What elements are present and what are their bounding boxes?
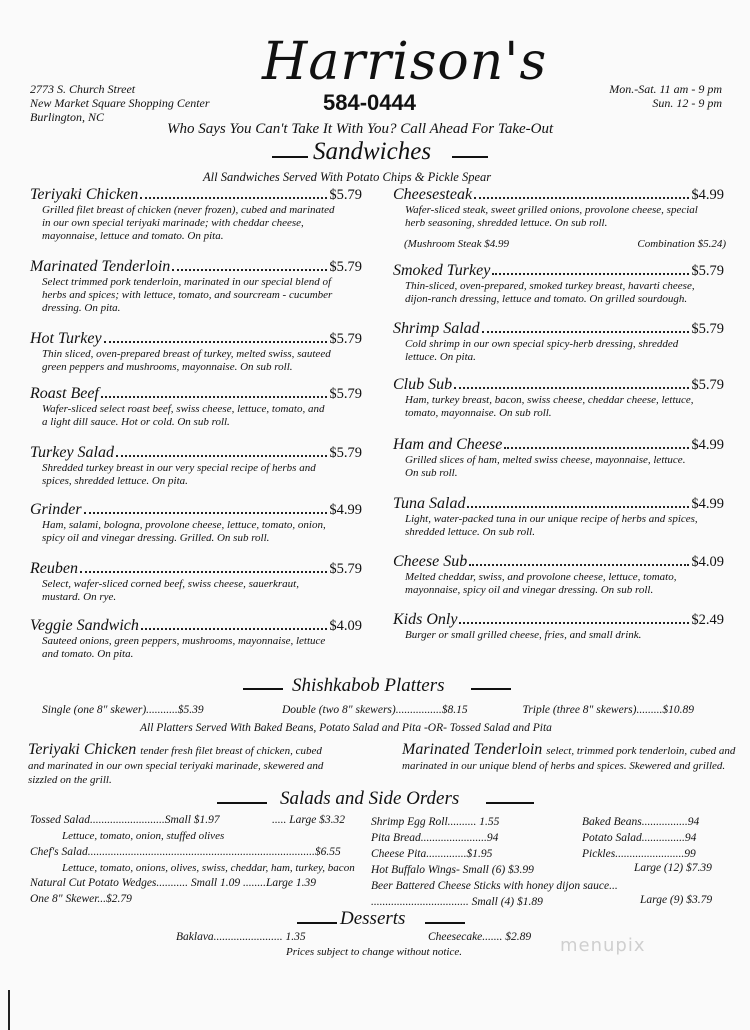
menu-item-description: Wafer-sliced select roast beef, swiss cheese, lettuce, tomato, and — [42, 403, 325, 415]
leader-dots — [80, 571, 327, 573]
menu-item-header — [393, 320, 724, 338]
menu-item-price: $4.09 — [329, 618, 362, 634]
shishkabob-tenderloin — [402, 741, 735, 773]
address-line: Burlington, NC — [30, 110, 105, 124]
menu-item — [393, 262, 724, 306]
menu-item — [393, 320, 724, 364]
menu-item-description: On sub roll. — [405, 467, 458, 479]
divider — [243, 688, 283, 690]
menu-item-description: Grilled slices of ham, melted swiss cheese, mayonnaise, lettuce. — [405, 454, 686, 466]
chefs-salad: Chef's Salad...............................................................................$6.55 — [30, 846, 341, 858]
menu-item-description: Ham, salami, bologna, provolone cheese, lettuce, tomato, onion, — [42, 519, 326, 531]
menu-item-price: $5.79 — [691, 321, 724, 337]
menu-item-header — [393, 611, 724, 629]
menu-item-header — [30, 186, 362, 204]
menu-item-description: dressing. On pita. — [42, 302, 121, 314]
sandwiches-title: Sandwiches — [313, 138, 432, 165]
leader-dots — [84, 512, 328, 514]
leader-dots — [459, 622, 689, 624]
leader-dots — [116, 455, 327, 457]
menu-item-price: $4.99 — [691, 437, 724, 453]
menu-item-price: $4.99 — [329, 502, 362, 518]
menu-item-name: Smoked Turkey — [393, 262, 491, 279]
mushroom-steak: (Mushroom Steak $4.99 — [404, 238, 509, 250]
cheese-sticks-large: Large (9) $3.79 — [640, 894, 713, 906]
menu-item — [393, 495, 724, 539]
shishkabob-note: All Platters Served With Baked Beans, Potato Salad and Pita -OR- Tossed Salad and Pita — [140, 722, 552, 734]
menu-item-description: Select trimmed pork tenderloin, marinated in our special blend of — [42, 276, 332, 288]
divider — [486, 802, 534, 804]
menu-item-header — [393, 495, 724, 513]
menu-item-description: mayonnaise, lettuce and tomato. On pita. — [42, 230, 224, 242]
menu-item-description: Thin-sliced, oven-prepared, smoked turkey breast, havarti cheese, — [405, 280, 695, 292]
tenderloin-desc-line: select, trimmed pork tenderloin, cubed and — [546, 745, 736, 757]
menu-item-price: $5.79 — [691, 377, 724, 393]
side-item: Shrimp Egg Roll.......... 1.55 — [371, 816, 500, 828]
menu-item-header — [393, 376, 724, 394]
side-item: Cheese Pita..............$1.95 — [371, 848, 493, 860]
potato-wedges: Natural Cut Potato Wedges........... Small 1.09 ........Large 1.39 — [30, 877, 317, 889]
restaurant-logo: Harrison's — [262, 32, 548, 92]
sandwiches-subtitle: All Sandwiches Served With Potato Chips & Pickle Spear — [203, 170, 492, 184]
address — [30, 82, 210, 124]
combination: Combination $5.24) — [637, 238, 726, 250]
tossed-salad-desc: Lettuce, tomato, onion, stuffed olives — [62, 830, 225, 842]
menu-item-description: shredded lettuce. On sub roll. — [405, 526, 535, 538]
menu-item-price: $5.79 — [329, 187, 362, 203]
side-item: Pickles........................99 — [582, 848, 696, 860]
side-item: Beer Battered Cheese Sticks with honey dijon sauce... — [371, 880, 618, 892]
menu-item-description: herb seasoning, shredded lettuce. On sub roll. — [405, 217, 608, 229]
menu-item-header — [30, 385, 362, 403]
tenderloin-name: Marinated Tenderloin — [402, 741, 543, 758]
side-list-right — [582, 814, 699, 862]
menu-item — [30, 258, 362, 315]
price-note: Prices subject to change without notice. — [286, 946, 462, 958]
teriyaki-desc-line: and marinated in our own special teriyaki marinade, skewered and — [28, 760, 324, 772]
leader-dots — [101, 396, 328, 398]
menu-item-name: Hot Turkey — [30, 330, 102, 347]
menu-item-header — [30, 444, 362, 462]
menu-item — [30, 186, 362, 243]
menu-item-description: Select, wafer-sliced corned beef, swiss cheese, sauerkraut, — [42, 578, 299, 590]
menu-item — [30, 501, 362, 545]
watermark: menupix — [560, 935, 646, 956]
menu-item-name: Tuna Salad — [393, 495, 466, 512]
menu-item-name: Grinder — [30, 501, 82, 518]
menu-item-description: a light dill sauce. Hot or cold. On sub roll. — [42, 416, 230, 428]
menu-item-description: Cold shrimp in our own special spicy-herb dressing, shredded — [405, 338, 679, 350]
menu-item — [30, 560, 362, 604]
leader-dots — [504, 447, 689, 449]
shishkabob-triple: Triple (three 8" skewers).........$10.89 — [522, 704, 694, 716]
tossed-salad: Tossed Salad..........................Small $1.97 — [30, 814, 220, 826]
one-skewer: One 8" Skewer...$2.79 — [30, 893, 132, 905]
salads-title: Salads and Side Orders — [280, 788, 460, 809]
side-item: Hot Buffalo Wings- Small (6) $3.99 — [371, 864, 534, 876]
leader-dots — [141, 628, 328, 630]
menu-item-header — [393, 186, 724, 204]
menu-item-name: Cheesesteak — [393, 186, 473, 203]
hours — [609, 82, 722, 110]
menu-item-price: $5.79 — [329, 445, 362, 461]
menu-item-name: Teriyaki Chicken — [30, 186, 139, 203]
menu-item-name: Veggie Sandwich — [30, 617, 139, 634]
menu-item — [30, 444, 362, 488]
side-list-middle — [371, 814, 618, 910]
teriyaki-name: Teriyaki Chicken — [28, 741, 137, 758]
menu-item-header — [30, 560, 362, 578]
menu-item-price: $5.79 — [329, 259, 362, 275]
desserts-title: Desserts — [340, 908, 406, 929]
menu-item-price: $5.79 — [329, 561, 362, 577]
shishkabob-double: Double (two 8" skewers)................$8.15 — [282, 704, 468, 716]
menu-item-header — [30, 330, 362, 348]
menu-item-description: and tomato. On pita. — [42, 648, 134, 660]
menu-item-name: Ham and Cheese — [393, 436, 503, 453]
teriyaki-desc-line: sizzled on the grill. — [28, 774, 112, 786]
menu-item — [393, 376, 724, 420]
menu-item — [393, 553, 724, 597]
leader-dots — [140, 197, 327, 199]
leader-dots — [474, 197, 689, 199]
menu-item-description: Melted cheddar, swiss, and provolone cheese, lettuce, tomato, — [405, 571, 677, 583]
menu-item-description: herbs and spices; with lettuce, tomato, and sourcream - cucumber — [42, 289, 333, 301]
menu-item-name: Shrimp Salad — [393, 320, 480, 337]
menu-item-description: Sauteed onions, green peppers, mushrooms, mayonnaise, lettuce — [42, 635, 326, 647]
side-item: Potato Salad...............94 — [582, 832, 697, 844]
baklava: Baklava........................ 1.35 — [176, 931, 306, 943]
menu-item-header — [393, 436, 724, 454]
leader-dots — [454, 387, 689, 389]
leader-dots — [172, 269, 327, 271]
menu-item-name: Reuben — [30, 560, 78, 577]
side-item: Baked Beans................94 — [582, 816, 700, 828]
menu-item-description: Grilled filet breast of chicken (never frozen), cubed and marinated — [42, 204, 335, 216]
menu-item-header — [30, 258, 362, 276]
menu-item-name: Cheese Sub — [393, 553, 468, 570]
menu-item-description: Wafer-sliced steak, sweet grilled onions, provolone cheese, special — [405, 204, 698, 216]
shishkabob-teriyaki — [28, 741, 323, 787]
menu-item-header — [30, 501, 362, 519]
leader-dots — [469, 564, 689, 566]
leader-dots — [467, 506, 689, 508]
hours-line: Mon.-Sat. 11 am - 9 pm — [609, 82, 722, 96]
menu-item-name: Kids Only — [393, 611, 458, 628]
menu-item-name: Turkey Salad — [30, 444, 114, 461]
menu-item-description: tomato, mayonnaise. On sub roll. — [405, 407, 552, 419]
menu-item-description: Thin sliced, oven-prepared breast of turkey, melted swiss, sauteed — [42, 348, 331, 360]
menu-item-price: $5.79 — [329, 331, 362, 347]
side-item: Pita Bread.......................94 — [371, 832, 499, 844]
divider — [272, 156, 308, 158]
menu-item — [393, 611, 724, 642]
menu-item — [393, 436, 724, 480]
menu-item-price: $4.09 — [691, 554, 724, 570]
menu-item-price: $4.99 — [691, 187, 724, 203]
menu-item-price: $5.79 — [691, 263, 724, 279]
wings-large: Large (12) $7.39 — [634, 862, 712, 874]
tagline: Who Says You Can't Take It With You? Call Ahead For Take-Out — [167, 121, 554, 137]
cheese-sticks-small: .................................. Small (4) $1.89 — [371, 896, 543, 908]
menu-item-description: mayonnaise, spicy oil and vinegar dressing. On sub roll. — [405, 584, 654, 596]
menu-item-description: in our own special teriyaki marinade; with cheddar cheese, — [42, 217, 304, 229]
leader-dots — [492, 273, 689, 275]
menu-item-name: Marinated Tenderloin — [30, 258, 171, 275]
menu-item-header — [393, 262, 724, 280]
address-line: New Market Square Shopping Center — [30, 96, 210, 110]
page-edge-mark — [8, 990, 10, 1030]
tossed-salad-large: ..... Large $3.32 — [272, 814, 346, 826]
menu-item — [30, 330, 362, 374]
menu-item-description: spices, shredded lettuce. On pita. — [42, 475, 188, 487]
menu-item — [30, 617, 362, 661]
phone-number: 584-0444 — [323, 90, 416, 115]
menu-item-price: $4.99 — [691, 496, 724, 512]
teriyaki-desc-line: tender fresh filet breast of chicken, cubed — [140, 745, 322, 757]
menu-item-price: $2.49 — [691, 612, 724, 628]
divider — [471, 688, 511, 690]
divider — [452, 156, 488, 158]
shishkabob-title: Shishkabob Platters — [292, 675, 445, 696]
divider — [425, 922, 465, 924]
chefs-salad-desc: Lettuce, tomato, onions, olives, swiss, cheddar, ham, turkey, bacon — [62, 862, 355, 874]
menu-item-description: lettuce. On pita. — [405, 351, 476, 363]
hours-line: Sun. 12 - 9 pm — [652, 96, 722, 110]
menu-item-header — [30, 617, 362, 635]
divider — [217, 802, 267, 804]
cheesecake: Cheesecake....... $2.89 — [428, 931, 532, 943]
leader-dots — [482, 331, 690, 333]
menu-item-header — [393, 553, 724, 571]
menu-item-description: green peppers and mushrooms, mayonnaise. On sub roll. — [42, 361, 293, 373]
tenderloin-desc-line: marinated in our unique blend of herbs and spices. Skewered and grilled. — [402, 760, 726, 772]
address-line: 2773 S. Church Street — [30, 82, 136, 96]
menu-item — [393, 186, 724, 230]
cheesesteak-variants — [404, 238, 509, 250]
menu-item-description: spicy oil and vinegar dressing. Grilled. On sub roll. — [42, 532, 270, 544]
divider — [297, 922, 337, 924]
menu-item-description: Shredded turkey breast in our very special recipe of herbs and — [42, 462, 316, 474]
menu-item-description: Light, water-packed tuna in our unique recipe of herbs and spices, — [405, 513, 698, 525]
menu-item-price: $5.79 — [329, 386, 362, 402]
menu-item-description: Ham, turkey breast, bacon, swiss cheese, cheddar cheese, lettuce, — [405, 394, 694, 406]
menu-item-description: mustard. On rye. — [42, 591, 117, 603]
menu-item-description: dijon-ranch dressing, lettuce and tomato. On grilled sourdough. — [405, 293, 688, 305]
menu-item-name: Roast Beef — [30, 385, 99, 402]
leader-dots — [104, 341, 328, 343]
menu-item-description: Burger or small grilled cheese, fries, and small drink. — [405, 629, 642, 641]
shishkabob-single: Single (one 8" skewer)...........$5.39 — [42, 704, 204, 716]
menu-item-name: Club Sub — [393, 376, 453, 393]
menu-item — [30, 385, 362, 429]
